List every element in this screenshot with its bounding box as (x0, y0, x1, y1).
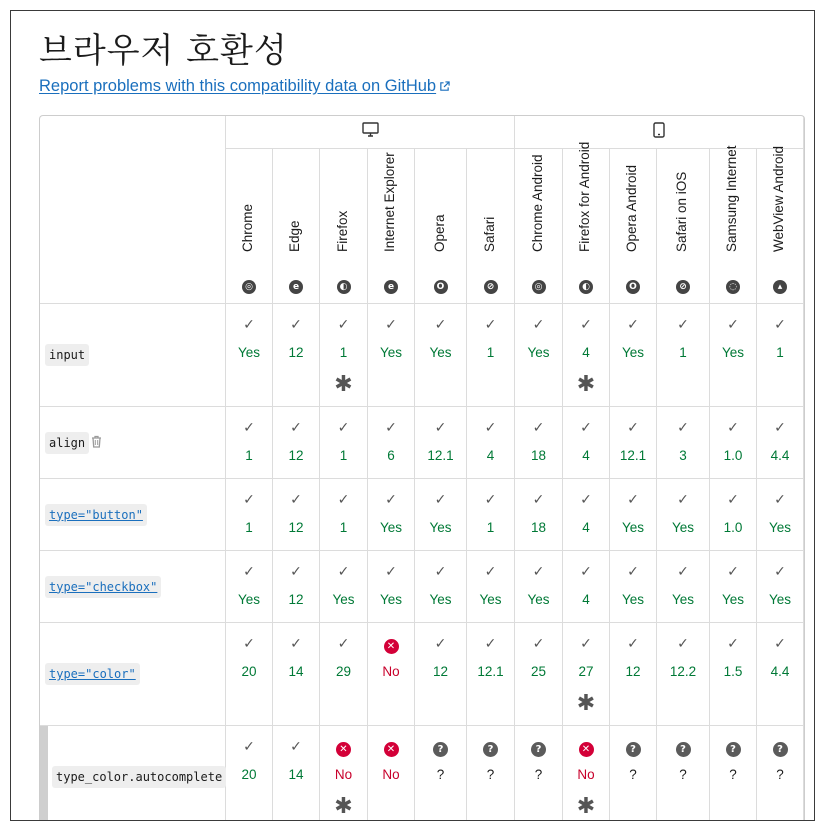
check-icon: ✓ (337, 492, 350, 508)
support-cell[interactable] (273, 623, 320, 726)
compat-panel (10, 10, 815, 821)
support-cell[interactable] (710, 726, 757, 821)
support-version: Yes (721, 345, 745, 360)
support-cell[interactable] (320, 551, 368, 623)
edge-icon: e (289, 280, 303, 294)
support-version: 1 (339, 345, 348, 360)
support-cell[interactable] (467, 551, 515, 623)
browser-header (368, 149, 415, 304)
check-icon: ✓ (677, 636, 689, 652)
check-icon: ✓ (290, 420, 302, 436)
support-version: ? (679, 767, 687, 782)
check-icon: ✓ (774, 420, 786, 436)
support-cell[interactable] (415, 479, 467, 551)
chrome-icon: ◎ (532, 280, 546, 294)
check-icon: ✓ (727, 420, 739, 436)
support-version: 27 (578, 664, 594, 679)
browser-name: Chrome (240, 203, 255, 252)
check-icon: ✓ (385, 564, 397, 580)
support-cell[interactable] (467, 623, 515, 726)
support-version: Yes (527, 592, 550, 607)
check-icon: ✓ (243, 420, 255, 436)
support-cell[interactable] (273, 479, 320, 551)
support-cell[interactable] (563, 479, 610, 551)
browser-header (467, 149, 515, 304)
check-icon: ✓ (580, 420, 592, 436)
support-version: 1.5 (723, 664, 743, 679)
support-cell[interactable] (710, 479, 757, 551)
check-icon: ✓ (580, 564, 592, 580)
browser-name: Firefox for Android (577, 141, 592, 252)
support-version: Yes (671, 592, 695, 607)
support-version: ? (436, 767, 445, 782)
github-link-label: Report problems with this compatibility data on GitHub (39, 77, 437, 95)
support-cell[interactable] (368, 551, 415, 623)
check-icon: ✓ (434, 420, 447, 436)
support-cell[interactable] (226, 726, 273, 821)
check-icon: ✓ (290, 636, 302, 652)
support-version: 14 (288, 767, 304, 782)
check-icon: ✓ (434, 317, 447, 333)
support-version: ? (534, 767, 543, 782)
check-icon: ✓ (385, 420, 397, 436)
support-version: 29 (335, 664, 352, 679)
support-cell[interactable] (657, 726, 710, 821)
browser-header (226, 149, 273, 304)
check-icon: ✓ (677, 564, 689, 580)
check-icon: ✓ (385, 492, 397, 508)
check-icon: ✓ (677, 492, 689, 508)
support-cell[interactable] (757, 407, 804, 479)
asterisk-note-icon: ✱ (576, 691, 596, 716)
check-icon: ✓ (484, 317, 497, 333)
support-cell[interactable] (273, 304, 320, 407)
support-cell[interactable] (273, 726, 320, 821)
check-icon: ✓ (484, 492, 497, 508)
check-icon: ✓ (337, 420, 350, 436)
support-cell[interactable] (710, 551, 757, 623)
support-version: ? (776, 767, 784, 782)
support-cell[interactable] (657, 479, 710, 551)
unknown-support-icon: ? (467, 739, 514, 755)
check-icon: ✓ (434, 492, 447, 508)
browser-header (610, 149, 657, 304)
no-support-icon: ✕ (563, 739, 609, 755)
support-version: 1.0 (723, 520, 743, 535)
browser-name: Internet Explorer (382, 152, 397, 252)
feature-name[interactable]: type="checkbox" (45, 576, 161, 598)
support-version: 4.4 (770, 448, 790, 463)
check-icon: ✓ (243, 317, 255, 333)
support-version: 12 (625, 664, 641, 679)
feature-cell (40, 726, 226, 821)
support-version: Yes (237, 345, 261, 360)
browser-header (563, 141, 610, 304)
support-version: 20 (241, 767, 257, 782)
browser-name: Safari (481, 216, 497, 252)
support-cell[interactable] (226, 304, 273, 407)
check-icon: ✓ (434, 636, 447, 652)
check-icon: ✓ (385, 317, 397, 333)
support-version: 14 (288, 664, 304, 679)
desktop-icon (362, 122, 379, 142)
support-version: Yes (527, 345, 550, 360)
support-cell[interactable] (226, 407, 273, 479)
support-version: 1 (679, 345, 687, 360)
no-support-icon: ✕ (320, 739, 367, 755)
support-cell[interactable] (563, 304, 610, 407)
chrome-icon: ◎ (242, 280, 256, 294)
support-version: Yes (479, 592, 502, 607)
check-icon: ✓ (727, 317, 739, 333)
support-version: Yes (379, 592, 403, 607)
samsung-internet-icon: ◌ (726, 280, 740, 294)
feature-name[interactable]: type="button" (45, 504, 147, 526)
support-version: 12.1 (619, 448, 647, 463)
support-version: 18 (530, 520, 547, 535)
browser-name: Samsung Internet (724, 145, 739, 252)
support-version: Yes (429, 345, 452, 360)
support-version: Yes (379, 520, 403, 535)
support-version: 12.1 (427, 448, 454, 463)
support-version: 18 (530, 448, 547, 463)
support-version: Yes (332, 592, 355, 607)
support-version: 12 (288, 448, 304, 463)
check-icon: ✓ (580, 492, 592, 508)
support-cell[interactable] (515, 726, 563, 821)
check-icon: ✓ (627, 420, 639, 436)
mobile-icon (653, 122, 665, 143)
check-icon: ✓ (532, 420, 545, 436)
support-cell[interactable] (610, 304, 657, 407)
support-cell[interactable] (757, 623, 804, 726)
support-version: Yes (721, 592, 745, 607)
opera-icon: O (434, 280, 448, 294)
support-cell[interactable] (610, 407, 657, 479)
check-icon: ✓ (532, 564, 545, 580)
browser-name: Opera (431, 214, 447, 252)
support-version: 1.0 (723, 448, 743, 463)
support-cell[interactable] (710, 304, 757, 407)
browser-header (710, 145, 757, 304)
check-icon: ✓ (434, 564, 447, 580)
support-cell[interactable] (273, 407, 320, 479)
support-version: Yes (621, 520, 645, 535)
support-cell[interactable] (657, 551, 710, 623)
support-cell[interactable] (657, 407, 710, 479)
support-version: 4 (582, 520, 590, 535)
support-cell[interactable] (710, 623, 757, 726)
check-icon: ✓ (337, 317, 350, 333)
support-cell[interactable] (368, 304, 415, 407)
check-icon: ✓ (290, 317, 302, 333)
header-corner (40, 116, 226, 304)
support-version: 1 (486, 345, 495, 360)
support-version: No (577, 767, 595, 782)
feature-name: align (45, 432, 89, 454)
check-icon: ✓ (774, 317, 786, 333)
support-cell[interactable] (563, 623, 610, 726)
feature-name: input (45, 344, 89, 366)
support-cell[interactable] (320, 407, 368, 479)
asterisk-note-icon: ✱ (334, 794, 353, 819)
check-icon: ✓ (580, 317, 592, 333)
github-report-link[interactable] (39, 77, 450, 96)
check-icon: ✓ (484, 564, 497, 580)
feature-cell (40, 479, 226, 551)
support-version: 1 (776, 345, 784, 360)
support-cell[interactable] (368, 407, 415, 479)
support-version: Yes (768, 520, 792, 535)
support-version: 4 (582, 592, 590, 607)
asterisk-note-icon: ✱ (576, 794, 596, 819)
support-version: 4 (486, 448, 495, 463)
unknown-support-icon: ? (657, 739, 709, 755)
check-icon: ✓ (532, 492, 545, 508)
opera-icon: O (626, 280, 640, 294)
support-version: Yes (621, 592, 645, 607)
support-cell[interactable] (415, 551, 467, 623)
support-version: 12 (288, 345, 304, 360)
support-version: 12.2 (669, 664, 697, 679)
support-cell[interactable] (610, 479, 657, 551)
support-cell[interactable] (320, 479, 368, 551)
feature-cell (40, 407, 226, 479)
browser-header (415, 149, 467, 304)
check-icon: ✓ (627, 564, 639, 580)
browser-name: Safari on iOS (674, 171, 689, 252)
check-icon: ✓ (290, 739, 302, 755)
support-cell[interactable] (415, 726, 467, 821)
check-icon: ✓ (727, 564, 739, 580)
support-cell[interactable] (710, 407, 757, 479)
support-version: ? (729, 767, 737, 782)
support-version: 3 (679, 448, 687, 463)
check-icon: ✓ (337, 564, 350, 580)
support-cell[interactable] (467, 726, 515, 821)
support-cell[interactable] (320, 304, 368, 407)
unknown-support-icon: ? (710, 739, 756, 755)
android-icon: ▴ (773, 280, 787, 294)
support-version: Yes (237, 592, 261, 607)
support-version: 1 (339, 448, 348, 463)
support-cell[interactable] (563, 407, 610, 479)
unknown-support-icon: ? (757, 739, 803, 755)
external-link-icon (439, 81, 450, 92)
check-icon: ✓ (727, 636, 739, 652)
support-version: 4 (582, 448, 590, 463)
check-icon: ✓ (677, 420, 689, 436)
support-version: No (382, 664, 400, 679)
support-version: Yes (671, 520, 695, 535)
asterisk-note-icon: ✱ (576, 372, 596, 397)
check-icon: ✓ (484, 420, 497, 436)
no-support-icon: ✕ (368, 636, 414, 652)
platform-group-desktop (226, 116, 515, 149)
check-icon: ✓ (290, 564, 302, 580)
safari-icon: ⊘ (676, 280, 690, 294)
support-version: No (382, 767, 400, 782)
support-version: 1 (245, 448, 253, 463)
check-icon: ✓ (532, 636, 545, 652)
support-cell[interactable] (368, 623, 415, 726)
check-icon: ✓ (727, 492, 739, 508)
feature-cell (40, 623, 226, 726)
support-cell[interactable] (467, 407, 515, 479)
safari-icon: ⊘ (484, 280, 498, 294)
no-support-icon: ✕ (368, 739, 414, 755)
check-icon: ✓ (532, 317, 545, 333)
support-version: 12 (288, 592, 304, 607)
asterisk-note-icon: ✱ (334, 372, 353, 397)
check-icon: ✓ (627, 636, 639, 652)
support-version: Yes (621, 345, 645, 360)
support-version: Yes (429, 592, 452, 607)
support-cell[interactable] (226, 479, 273, 551)
support-version: Yes (379, 345, 403, 360)
unknown-support-icon: ? (415, 739, 466, 755)
browser-header (273, 149, 320, 304)
unknown-support-icon: ? (610, 739, 656, 755)
support-version: ? (629, 767, 637, 782)
support-version: 6 (387, 448, 395, 463)
check-icon: ✓ (243, 636, 255, 652)
browser-name: Chrome Android (529, 154, 545, 252)
firefox-icon: ◐ (337, 280, 351, 294)
support-cell[interactable] (368, 726, 415, 821)
support-version: Yes (768, 592, 792, 607)
support-cell[interactable] (610, 726, 657, 821)
feature-cell (40, 304, 226, 407)
support-version: 1 (339, 520, 348, 535)
trash-icon (91, 435, 102, 451)
firefox-icon: ◐ (579, 280, 593, 294)
support-cell[interactable] (320, 623, 368, 726)
support-version: 4.4 (770, 664, 790, 679)
check-icon: ✓ (337, 636, 350, 652)
check-icon: ✓ (774, 636, 786, 652)
internet-explorer-icon: e (384, 280, 398, 294)
support-cell[interactable] (515, 551, 563, 623)
support-cell[interactable] (273, 551, 320, 623)
check-icon: ✓ (243, 564, 255, 580)
support-cell[interactable] (657, 304, 710, 407)
support-cell[interactable] (563, 551, 610, 623)
support-cell[interactable] (320, 726, 368, 821)
check-icon: ✓ (677, 317, 689, 333)
support-cell[interactable] (467, 479, 515, 551)
support-version: 1 (486, 520, 495, 535)
support-cell[interactable] (368, 479, 415, 551)
support-cell[interactable] (415, 623, 467, 726)
support-cell[interactable] (657, 623, 710, 726)
browser-name: Opera Android (624, 164, 639, 252)
support-version: No (334, 767, 353, 782)
browser-name: WebView Android (771, 145, 786, 252)
check-icon: ✓ (243, 739, 255, 755)
check-icon: ✓ (627, 317, 639, 333)
check-icon: ✓ (774, 564, 786, 580)
browser-name: Firefox (334, 210, 350, 252)
feature-cell (40, 551, 226, 623)
support-cell[interactable] (515, 623, 563, 726)
support-cell[interactable] (515, 407, 563, 479)
support-version: 25 (530, 664, 547, 679)
platform-group-mobile (515, 116, 804, 149)
feature-name[interactable]: type="color" (45, 663, 140, 685)
support-cell[interactable] (515, 304, 563, 407)
check-icon: ✓ (290, 492, 302, 508)
compat-table (39, 115, 805, 821)
browser-header (657, 149, 710, 304)
browser-header (757, 145, 804, 304)
browser-header (320, 149, 368, 304)
support-version: 4 (582, 345, 590, 360)
subfeature-indent-bar (40, 726, 48, 821)
support-cell[interactable] (610, 551, 657, 623)
check-icon: ✓ (243, 492, 255, 508)
support-version: Yes (429, 520, 452, 535)
support-cell[interactable] (757, 479, 804, 551)
support-version: 1 (245, 520, 253, 535)
support-cell[interactable] (415, 407, 467, 479)
support-cell[interactable] (415, 304, 467, 407)
support-cell[interactable] (515, 479, 563, 551)
unknown-support-icon: ? (515, 739, 562, 755)
support-cell[interactable] (226, 551, 273, 623)
support-version: 20 (241, 664, 257, 679)
support-cell[interactable] (757, 726, 804, 821)
check-icon: ✓ (580, 636, 592, 652)
support-version: ? (486, 767, 495, 782)
support-version: 12 (288, 520, 304, 535)
check-icon: ✓ (627, 492, 639, 508)
browser-header (515, 149, 563, 304)
support-cell[interactable] (610, 623, 657, 726)
support-cell[interactable] (757, 304, 804, 407)
support-version: 12 (432, 664, 449, 679)
support-cell[interactable] (226, 623, 273, 726)
support-version: 12.1 (477, 664, 504, 679)
feature-name: type_color.autocomplete (52, 766, 226, 788)
check-icon: ✓ (774, 492, 786, 508)
support-cell[interactable] (757, 551, 804, 623)
support-cell[interactable] (563, 726, 610, 821)
page-title: 브라우저 호환성 (39, 31, 288, 71)
check-icon: ✓ (484, 636, 497, 652)
browser-name: Edge (287, 220, 302, 252)
support-cell[interactable] (467, 304, 515, 407)
